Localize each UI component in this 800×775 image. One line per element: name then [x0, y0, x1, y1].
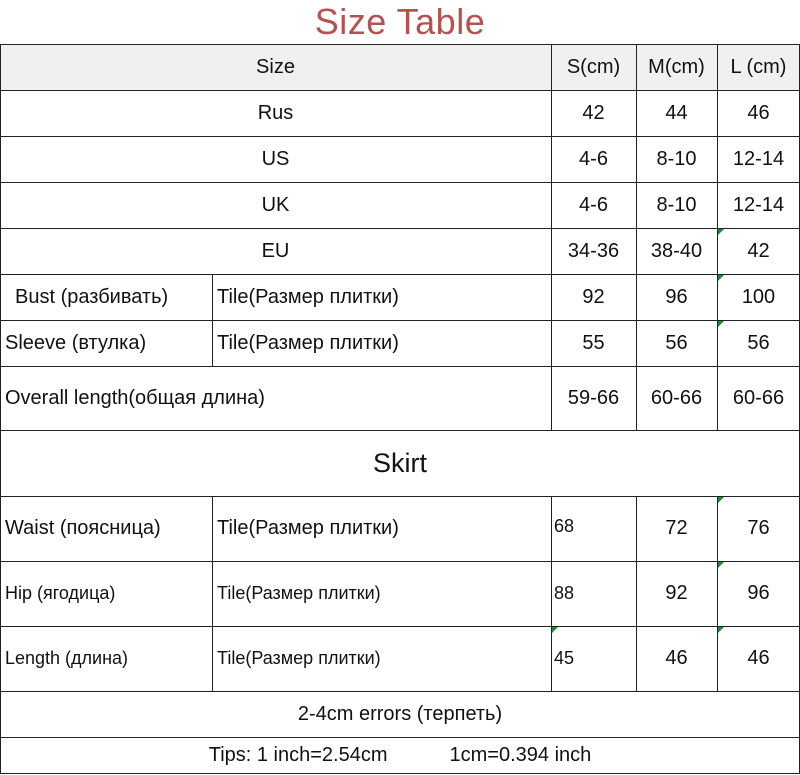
row-rus-label: Rus [257, 101, 294, 124]
grid-line [636, 44, 637, 430]
row-overall-m: 60-66 [650, 386, 703, 409]
cell-marker [718, 229, 724, 235]
row-uk-s: 4-6 [579, 193, 608, 216]
header-m: M(cm) [636, 44, 717, 90]
row-bust-label: Bust (разбивать) [15, 285, 169, 308]
row-rus-m: 44 [665, 101, 688, 124]
row-hip-s: 88 [554, 583, 575, 603]
grid-line [0, 561, 800, 562]
cell-marker [718, 321, 724, 327]
grid-line [636, 496, 637, 691]
row-sleeve-s: 55 [582, 331, 605, 354]
row-eu-l: 42 [747, 239, 770, 262]
row-us-label: US [261, 147, 290, 170]
grid-line [212, 496, 213, 691]
skirt-section-title: Skirt [373, 447, 427, 478]
row-waist-type: Tile(Размер плитки) [217, 517, 399, 539]
cell-marker [718, 275, 724, 281]
row-overall-l: 60-66 [732, 386, 785, 409]
row-sleeve-label: Sleeve (втулка) [5, 331, 147, 354]
row-length-s: 45 [554, 648, 575, 668]
cell-marker [718, 562, 724, 568]
row-us-m: 8-10 [656, 147, 697, 170]
grid-line [717, 496, 718, 691]
row-hip-l: 96 [747, 582, 770, 604]
row-eu-label: EU [261, 239, 290, 262]
page-title: Size Table [314, 1, 486, 42]
row-sleeve-l: 56 [747, 331, 770, 354]
cell-marker [552, 627, 558, 633]
row-bust-l: 100 [741, 285, 776, 308]
grid-line [0, 228, 800, 229]
grid-line [0, 626, 800, 627]
row-length-l: 46 [747, 647, 770, 669]
grid-line [0, 691, 800, 692]
row-overall-label: Overall length(общая длина) [5, 386, 265, 409]
row-length-label: Length (длина) [5, 648, 129, 668]
grid-line [0, 320, 800, 321]
grid-line [0, 90, 800, 91]
row-waist-l: 76 [747, 517, 770, 539]
row-waist-m: 72 [665, 517, 688, 539]
header-s: S(cm) [551, 44, 636, 90]
tips-inch: Tips: 1 inch=2.54cm [208, 743, 388, 766]
header-l: L (cm) [717, 44, 800, 90]
row-bust-m: 96 [665, 285, 688, 308]
row-bust-s: 92 [582, 285, 605, 308]
grid-line [0, 274, 800, 275]
grid-line [551, 44, 552, 430]
tips-row [0, 737, 800, 773]
row-eu-s: 34-36 [567, 239, 620, 262]
row-us-s: 4-6 [579, 147, 608, 170]
row-sleeve-type: Tile(Размер плитки) [217, 331, 399, 354]
grid-line [0, 430, 800, 431]
grid-line [0, 136, 800, 137]
row-hip-m: 92 [665, 582, 688, 604]
grid-line [0, 773, 800, 774]
row-overall-s: 59-66 [567, 386, 620, 409]
row-rus-l: 46 [747, 101, 770, 124]
grid-line [0, 44, 800, 45]
grid-line [0, 366, 800, 367]
header-size: Size [0, 44, 551, 90]
tips-cm: 1cm=0.394 inch [449, 743, 592, 766]
grid-line [212, 274, 213, 366]
row-uk-l: 12-14 [732, 193, 785, 216]
row-uk-label: UK [261, 193, 290, 216]
row-rus-s: 42 [582, 101, 605, 124]
size-table [0, 44, 800, 774]
errors-note: 2-4cm errors (терпеть) [297, 702, 503, 725]
row-bust-type: Tile(Размер плитки) [217, 285, 399, 308]
grid-line [0, 182, 800, 183]
row-length-m: 46 [665, 647, 688, 669]
row-uk-m: 8-10 [656, 193, 697, 216]
cell-marker [718, 497, 724, 503]
row-waist-label: Waist (поясница) [5, 517, 161, 539]
grid-line [0, 44, 1, 774]
row-length-type: Tile(Размер плитки) [217, 648, 381, 668]
grid-line [717, 44, 718, 430]
row-waist-s: 68 [554, 516, 575, 536]
row-hip-type: Tile(Размер плитки) [217, 583, 381, 603]
grid-line [0, 737, 800, 738]
row-sleeve-m: 56 [665, 331, 688, 354]
grid-line [551, 496, 552, 691]
cell-marker [718, 627, 724, 633]
grid-line [0, 496, 800, 497]
row-eu-m: 38-40 [650, 239, 703, 262]
row-hip-label: Hip (ягодица) [5, 583, 116, 603]
row-us-l: 12-14 [732, 147, 785, 170]
